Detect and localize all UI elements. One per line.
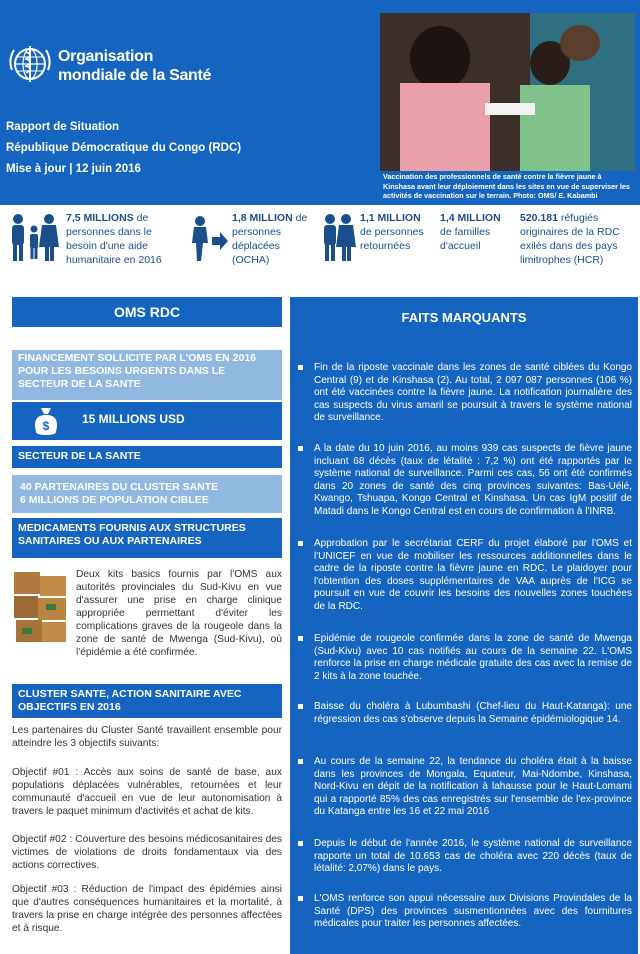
money-bag-icon [32,406,60,436]
highlights-title: FAITS MARQUANTS [401,310,527,325]
financing-title: FINANCEMENT SOLLICITE PAR L'OMS EN 2016 POUR LES BESOINS URGENTS DANS LE SECTEUR DE LA SANTE [12,350,282,400]
highlight-item [296,893,632,931]
bullet-square-icon [298,841,303,846]
highlight-text: Au cours de la semaine 22, la tendance du choléra était à la baisse dans les provinces de Mongala, Equateur, Mai-Ndombe, Kinshasa, Nord-Kivu en dépit de la notification à lahausse pour le Haut-Lomami qui a rapporté 85% des cas enregistrés sur l'ensemble de l'ex-province du Katanga entre les 16 et 22 mai 2016 [314,756,632,817]
cluster-partners-count: 40 PARTENAIRES DU CLUSTER SANTE [20,481,219,493]
vaccination-photo-illustration [380,13,635,171]
stat-humanitarian-need [66,211,176,267]
highlight-text: Fin de la riposte vaccinale dans les zones de santé ciblées du Kongo Central (9) et de Kinshasa (2). Au total, 2 097 087 personnes (106 %) ont été vaccinées contre la fièvre jaune. La notification journalière des cas suspects du virus amaril se poursuit à travers le système national de surveillance. [314,362,632,423]
highlight-item [296,701,632,726]
highlight-item [296,838,632,876]
org-name-line2: mondiale de la Santé [58,67,212,84]
stat-1-value: 7,5 MILLIONS [66,212,134,224]
highlight-item [296,443,632,518]
health-sector-title: SECTEUR DE LA SANTE [12,446,282,468]
stat-refugees [520,211,632,267]
highlight-item [296,538,632,613]
report-info [6,117,241,180]
highlight-text: Epidémie de rougeole confirmée dans la zone de santé de Mwenga (Sud-Kivu) avec 10 cas notifiés au cours de la semaine 22. L'OMS renforce la prise en charge médicale gratuite des cas avec la remise de 2 kits à la zone touchée. [314,633,632,682]
objective-3: Objectif #03 : Réduction de l'impact des épidémies ainsi que d'autres conséquences humanitaires et la mortalité, à travers la prise en charge intégrée des personnes affectées et à risque. [12,884,282,934]
target-population: 6 MILLIONS DE POPULATION CIBLEE [20,494,209,506]
bullet-square-icon [298,704,303,709]
highlight-item [296,362,632,425]
highlight-item [296,633,632,683]
financing-amount: 15 MILLIONS USD [82,412,185,426]
highlight-text: Depuis le début de l'année 2016, le système national de surveillance rapporte un total de 10.653 cas de choléra avec 220 décès (taux de létalité: 2,07%) dans le pays. [314,838,632,874]
bullet-square-icon [298,446,303,451]
photo-caption: Vaccination des professionnels de santé contre la fièvre jaune à Kinshasa avant leur déploiement dans les sites en vue de superviser les activités de vaccination sur le terrain. Photo: OMS/ E. Kabambi [383,172,630,200]
cluster-objectives-title: CLUSTER SANTE, ACTION SANITAIRE AVEC OBJECTIFS EN 2016 [12,684,282,718]
medicines-description: Deux kits basics fournis par l'OMS aux autorités provinciales du Sud-Kivu en vue d'assurer une prise en charge clinique appropriée permettant d'éviter les complications graves de la rougeole dans la zone de santé de Mwenga (Sud-Kivu), où l'épidémie a été confirmée. [76,569,282,658]
highlight-text: Baisse du choléra à Lubumbashi (Chef-lieu du Haut-Katanga): une régression des cas s'observe depuis la Semaine épidémiologique 14. [314,701,632,725]
returnees-icon [320,213,356,263]
bullet-square-icon [298,365,303,370]
objective-2: Objectif #02 : Couverture des besoins médicosanitaires des victimes de violations de droits fondamentaux via des actions correctives. [12,834,282,871]
highlight-text: A la date du 10 juin 2016, au moins 939 cas suspects de fièvre jaune incluant 68 décès (taux de létalité : 7,2 %) ont été rapportés par le système national de surveillance. Parmi ces cas, 56 ont été confirmés dans 20 zones de santé des cinq provinces suivantes: Bas-Uélé, Kwango, Tshuapa, Kongo Central et Kinshasa. Un cas IgM positif de Matadi dans le Kongo Central est en cours de confirmation à l'INRB. [314,443,632,517]
report-update-date: Mise à jour | 12 juin 2016 [6,163,141,175]
stats-row [0,205,640,285]
oms-rdc-title: OMS RDC [12,297,282,327]
org-name-line1: Organisation [58,48,154,65]
stat-2-label: de personnes déplacées (OCHA) [232,212,308,266]
bullet-square-icon [298,896,303,901]
highlight-text: L'OMS renforce son appui nécessaire aux Divisions Provindales de la Santé (DPS) des provinces susmentionnées avec des fournitures médicales pour traiter les personnes affectées. [314,893,632,929]
report-title: Rapport de Situation [6,121,120,133]
stat-returnees [360,211,426,253]
stat-3-value: 1,1 MILLION [360,212,421,224]
stat-5-value: 520.181 [520,212,558,224]
cluster-intro: Les partenaires du Cluster Santé travaillent ensemble pour atteindre les 3 objectifs suivants: [12,725,282,749]
stat-2-value: 1,8 MILLION [232,212,293,224]
svg-text:$: $ [42,419,50,433]
medicines-title: MEDICAMENTS FOURNIS AUX STRUCTURES SANITAIRES OU AUX PARTENAIRES [12,518,282,558]
highlight-item [296,756,632,819]
stat-3-label: de personnes retournées [360,226,424,252]
org-name [58,47,211,85]
bullet-square-icon [298,541,303,546]
stat-4-label: de familles d'accueil [440,226,491,252]
stat-5-label: réfugiés originaires de la RDC exilés dans des pays limitrophes (HCR) [520,212,620,266]
family-icon [8,213,60,263]
medical-kit-boxes-image [12,568,68,644]
report-country: République Démocratique du Congo (RDC) [6,142,242,154]
bullet-square-icon [298,759,303,764]
financing-amount-row [12,402,282,440]
stat-1-label: de personnes dans le besoin d'une aide humanitaire en 2016 [66,212,162,266]
stat-displaced [232,211,310,267]
displaced-person-icon [188,215,228,263]
header-banner [0,0,640,205]
bullet-square-icon [298,636,303,641]
highlight-text: Approbation par le secrétariat CERF du projet élaboré par l'OMS et l'UNICEF en vue de mobiliser les ressources additionnelles dans le cadre de la riposte contre la fièvre jaune en RDC. Le plaidoyer pour l'obtention des doses supplémentaires de VAA auprès de l'ICG se poursuit en vue de couvrir les besoins des nouvelles zones touchées de la RDC. [314,538,632,612]
objective-1: Objectif #01 : Accès aux soins de santé de base, aux populations déplacées vulnérables, retournées et leur communauté d'accueil en vue de leur autonomisation à travers le paquet minimum d'activités et achat de kits. [12,767,282,817]
who-logo-icon [6,40,54,88]
cluster-figures [12,475,282,513]
stat-4-value: 1,4 MILLION [440,212,501,224]
stat-host-families [440,211,506,253]
vaccination-photo [380,13,635,171]
